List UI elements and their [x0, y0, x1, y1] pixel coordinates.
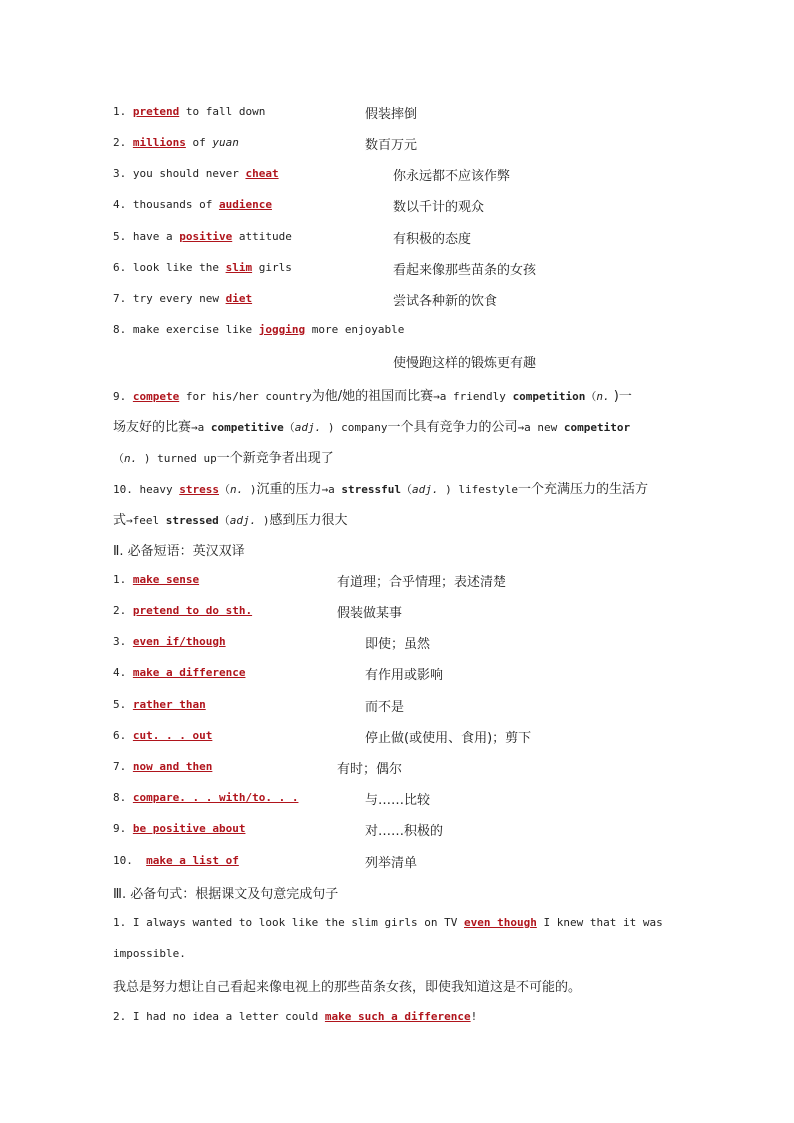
- sentence-text: !: [470, 1010, 478, 1023]
- sentence-text: 1. I always wanted to look like the slim girls on TV: [113, 916, 464, 929]
- vocab-item-3: [113, 167, 279, 180]
- sentence-text: I knew that it was: [536, 916, 663, 929]
- answer-word: compete: [132, 390, 180, 403]
- item-text: have a: [132, 230, 180, 243]
- answer-phrase: even though: [464, 916, 537, 929]
- phrase-translation-6: 停止做(或使用、食用)；剪下: [365, 731, 532, 746]
- item-text: （: [218, 483, 230, 496]
- item-text: )一: [609, 389, 632, 404]
- bold-word: competitive: [210, 421, 284, 434]
- phrase-translation-2: 假装做某事: [337, 606, 403, 621]
- item-text: of: [185, 136, 213, 149]
- item-number: 6.: [113, 729, 127, 742]
- answer-phrase: even if/though: [132, 635, 226, 648]
- item-number: 4.: [113, 198, 127, 211]
- vocab-translation-7: 尝试各种新的饮食: [393, 294, 498, 309]
- answer-phrase: rather than: [132, 698, 206, 711]
- item-text: make exercise like: [132, 323, 259, 336]
- item-text: you should never: [132, 167, 246, 180]
- phrase-item-4: [113, 666, 245, 679]
- phrase-translation-4: 有作用或影响: [365, 668, 444, 683]
- answer-phrase: make a list of: [146, 854, 239, 867]
- item-number: 10.: [113, 483, 133, 496]
- phrase-translation-8: 与……比较: [365, 793, 431, 808]
- vocab-translation-5: 有积极的态度: [393, 232, 472, 247]
- vocab-translation-1: 假装摔倒: [365, 107, 418, 122]
- bold-word: competitor: [563, 421, 631, 434]
- item-text: （: [218, 514, 230, 527]
- vocab-item-2: [113, 136, 239, 149]
- item-text: →feel: [126, 514, 166, 527]
- vocab-item-8: [113, 323, 404, 336]
- item-text: to fall down: [179, 105, 266, 118]
- phrase-translation-7: 有时；偶尔: [337, 762, 403, 777]
- item-number: 8.: [113, 323, 127, 336]
- phrase-item-1: [113, 573, 199, 586]
- item-number: 9.: [113, 822, 127, 835]
- item-text: →a: [191, 421, 211, 434]
- answer-word: audience: [218, 198, 272, 211]
- sentence-1-line2: impossible.: [113, 947, 186, 960]
- item-translation: 沉重的压力: [256, 482, 322, 497]
- part-of-speech: adj.: [229, 514, 257, 527]
- item-number: 10.: [113, 854, 133, 867]
- item-text: （: [400, 483, 412, 496]
- item-translation: 场友好的比赛: [113, 420, 192, 435]
- answer-word: slim: [225, 261, 253, 274]
- item-translation: 一个新竞争者出现了: [216, 451, 334, 466]
- vocab-item-1: [113, 105, 265, 118]
- answer-word: diet: [225, 292, 253, 305]
- item-number: 3.: [113, 167, 127, 180]
- section-heading-sentences: Ⅲ. 必备句式：根据课文及句意完成句子: [113, 887, 339, 902]
- part-of-speech: n.: [124, 452, 138, 465]
- item-number: 1.: [113, 105, 127, 118]
- item-number: 9.: [113, 390, 127, 403]
- answer-word: cheat: [245, 167, 279, 180]
- item-text: ) lifestyle: [438, 483, 518, 496]
- answer-word: jogging: [258, 323, 306, 336]
- phrase-translation-3: 即使；虽然: [365, 637, 431, 652]
- item-number: 4.: [113, 666, 127, 679]
- sentence-1-line1: [113, 916, 663, 929]
- part-of-speech: adj.: [411, 483, 439, 496]
- answer-word: millions: [132, 136, 186, 149]
- vocab-item-6: [113, 261, 292, 274]
- bold-word: stressed: [165, 514, 219, 527]
- phrase-item-8: [113, 791, 298, 804]
- answer-phrase: now and then: [132, 760, 213, 773]
- answer-phrase: be positive about: [132, 822, 246, 835]
- item-translation: 一个具有竞争力的公司: [387, 420, 518, 435]
- answer-phrase: make a difference: [132, 666, 246, 679]
- item-number: 5.: [113, 698, 127, 711]
- item-text: try every new: [132, 292, 226, 305]
- item-translation: 感到压力很大: [269, 513, 348, 528]
- item-text: heavy: [132, 483, 180, 496]
- item-text: →a friendly: [433, 390, 513, 403]
- vocab-translation-3: 你永远都不应该作弊: [393, 169, 511, 184]
- vocab-translation-2: 数百万元: [365, 138, 418, 153]
- item-number: 2.: [113, 136, 127, 149]
- item-text: （: [113, 452, 124, 465]
- item-text-italic: yuan: [212, 136, 239, 149]
- item-text: look like the: [132, 261, 226, 274]
- item-number: 3.: [113, 635, 127, 648]
- vocab-item-9-line3: [113, 447, 334, 466]
- vocab-item-10-line2: [113, 509, 348, 528]
- sentence-text: 2. I had no idea a letter could: [113, 1010, 325, 1023]
- item-number: 6.: [113, 261, 127, 274]
- item-text: attitude: [232, 230, 292, 243]
- vocab-item-4: [113, 198, 272, 211]
- vocab-item-10-line1: [113, 478, 648, 497]
- item-text: thousands of: [132, 198, 219, 211]
- item-translation: 一个充满压力的生活方: [517, 482, 648, 497]
- vocab-item-9-line2: [113, 416, 630, 435]
- answer-phrase: pretend to do sth.: [132, 604, 253, 617]
- phrase-item-3: [113, 635, 226, 648]
- phrase-item-6: [113, 729, 212, 742]
- item-text: ): [243, 483, 257, 496]
- answer-phrase: make sense: [132, 573, 200, 586]
- vocab-translation-8: 使慢跑这样的锻炼更有趣: [393, 356, 537, 371]
- phrase-item-2: [113, 604, 252, 617]
- answer-phrase: make such a difference: [324, 1010, 471, 1023]
- part-of-speech: adj.: [294, 421, 322, 434]
- item-number: 2.: [113, 604, 127, 617]
- item-number: 5.: [113, 230, 127, 243]
- item-number: 7.: [113, 760, 127, 773]
- item-text: →a: [321, 483, 342, 496]
- item-text: for his/her country: [179, 390, 312, 403]
- answer-word: stress: [179, 483, 219, 496]
- answer-word: positive: [179, 230, 233, 243]
- answer-phrase: cut. . . out: [132, 729, 213, 742]
- phrase-item-7: [113, 760, 212, 773]
- item-text: ) turned up: [137, 452, 217, 465]
- item-text: （: [283, 421, 295, 434]
- item-text: girls: [252, 261, 292, 274]
- item-text: →a new: [517, 421, 564, 434]
- phrase-item-10: [113, 854, 239, 867]
- vocab-item-9-line1: [113, 385, 632, 404]
- item-number: 7.: [113, 292, 127, 305]
- phrase-translation-9: 对……积极的: [365, 824, 444, 839]
- phrase-translation-10: 列举清单: [365, 856, 418, 871]
- vocab-translation-4: 数以千计的观众: [393, 200, 485, 215]
- answer-word: pretend: [132, 105, 180, 118]
- item-text: （: [585, 390, 597, 403]
- sentence-2: [113, 1010, 477, 1023]
- part-of-speech: n.: [596, 390, 610, 403]
- phrase-item-5: [113, 698, 206, 711]
- answer-phrase: compare. . . with/to. . .: [132, 791, 299, 804]
- item-translation: 为他/她的祖国而比赛: [311, 389, 434, 404]
- item-number: 8.: [113, 791, 127, 804]
- vocab-translation-6: 看起来像那些苗条的女孩: [393, 263, 537, 278]
- section-heading-phrases: Ⅱ. 必备短语：英汉双译: [113, 544, 245, 559]
- bold-word: competition: [512, 390, 586, 403]
- bold-word: stressful: [341, 483, 401, 496]
- phrase-item-9: [113, 822, 245, 835]
- item-number: 1.: [113, 573, 127, 586]
- item-text: more enjoyable: [305, 323, 405, 336]
- item-text: ) company: [321, 421, 388, 434]
- vocab-item-5: [113, 230, 292, 243]
- part-of-speech: n.: [229, 483, 244, 496]
- item-translation: 式: [113, 513, 127, 528]
- item-text: ): [256, 514, 270, 527]
- vocab-item-7: [113, 292, 252, 305]
- phrase-translation-1: 有道理；合乎情理；表述清楚: [337, 575, 507, 590]
- phrase-translation-5: 而不是: [365, 700, 405, 715]
- sentence-1-translation: 我总是努力想让自己看起来像电视上的那些苗条女孩，即使我知道这是不可能的。: [113, 980, 582, 995]
